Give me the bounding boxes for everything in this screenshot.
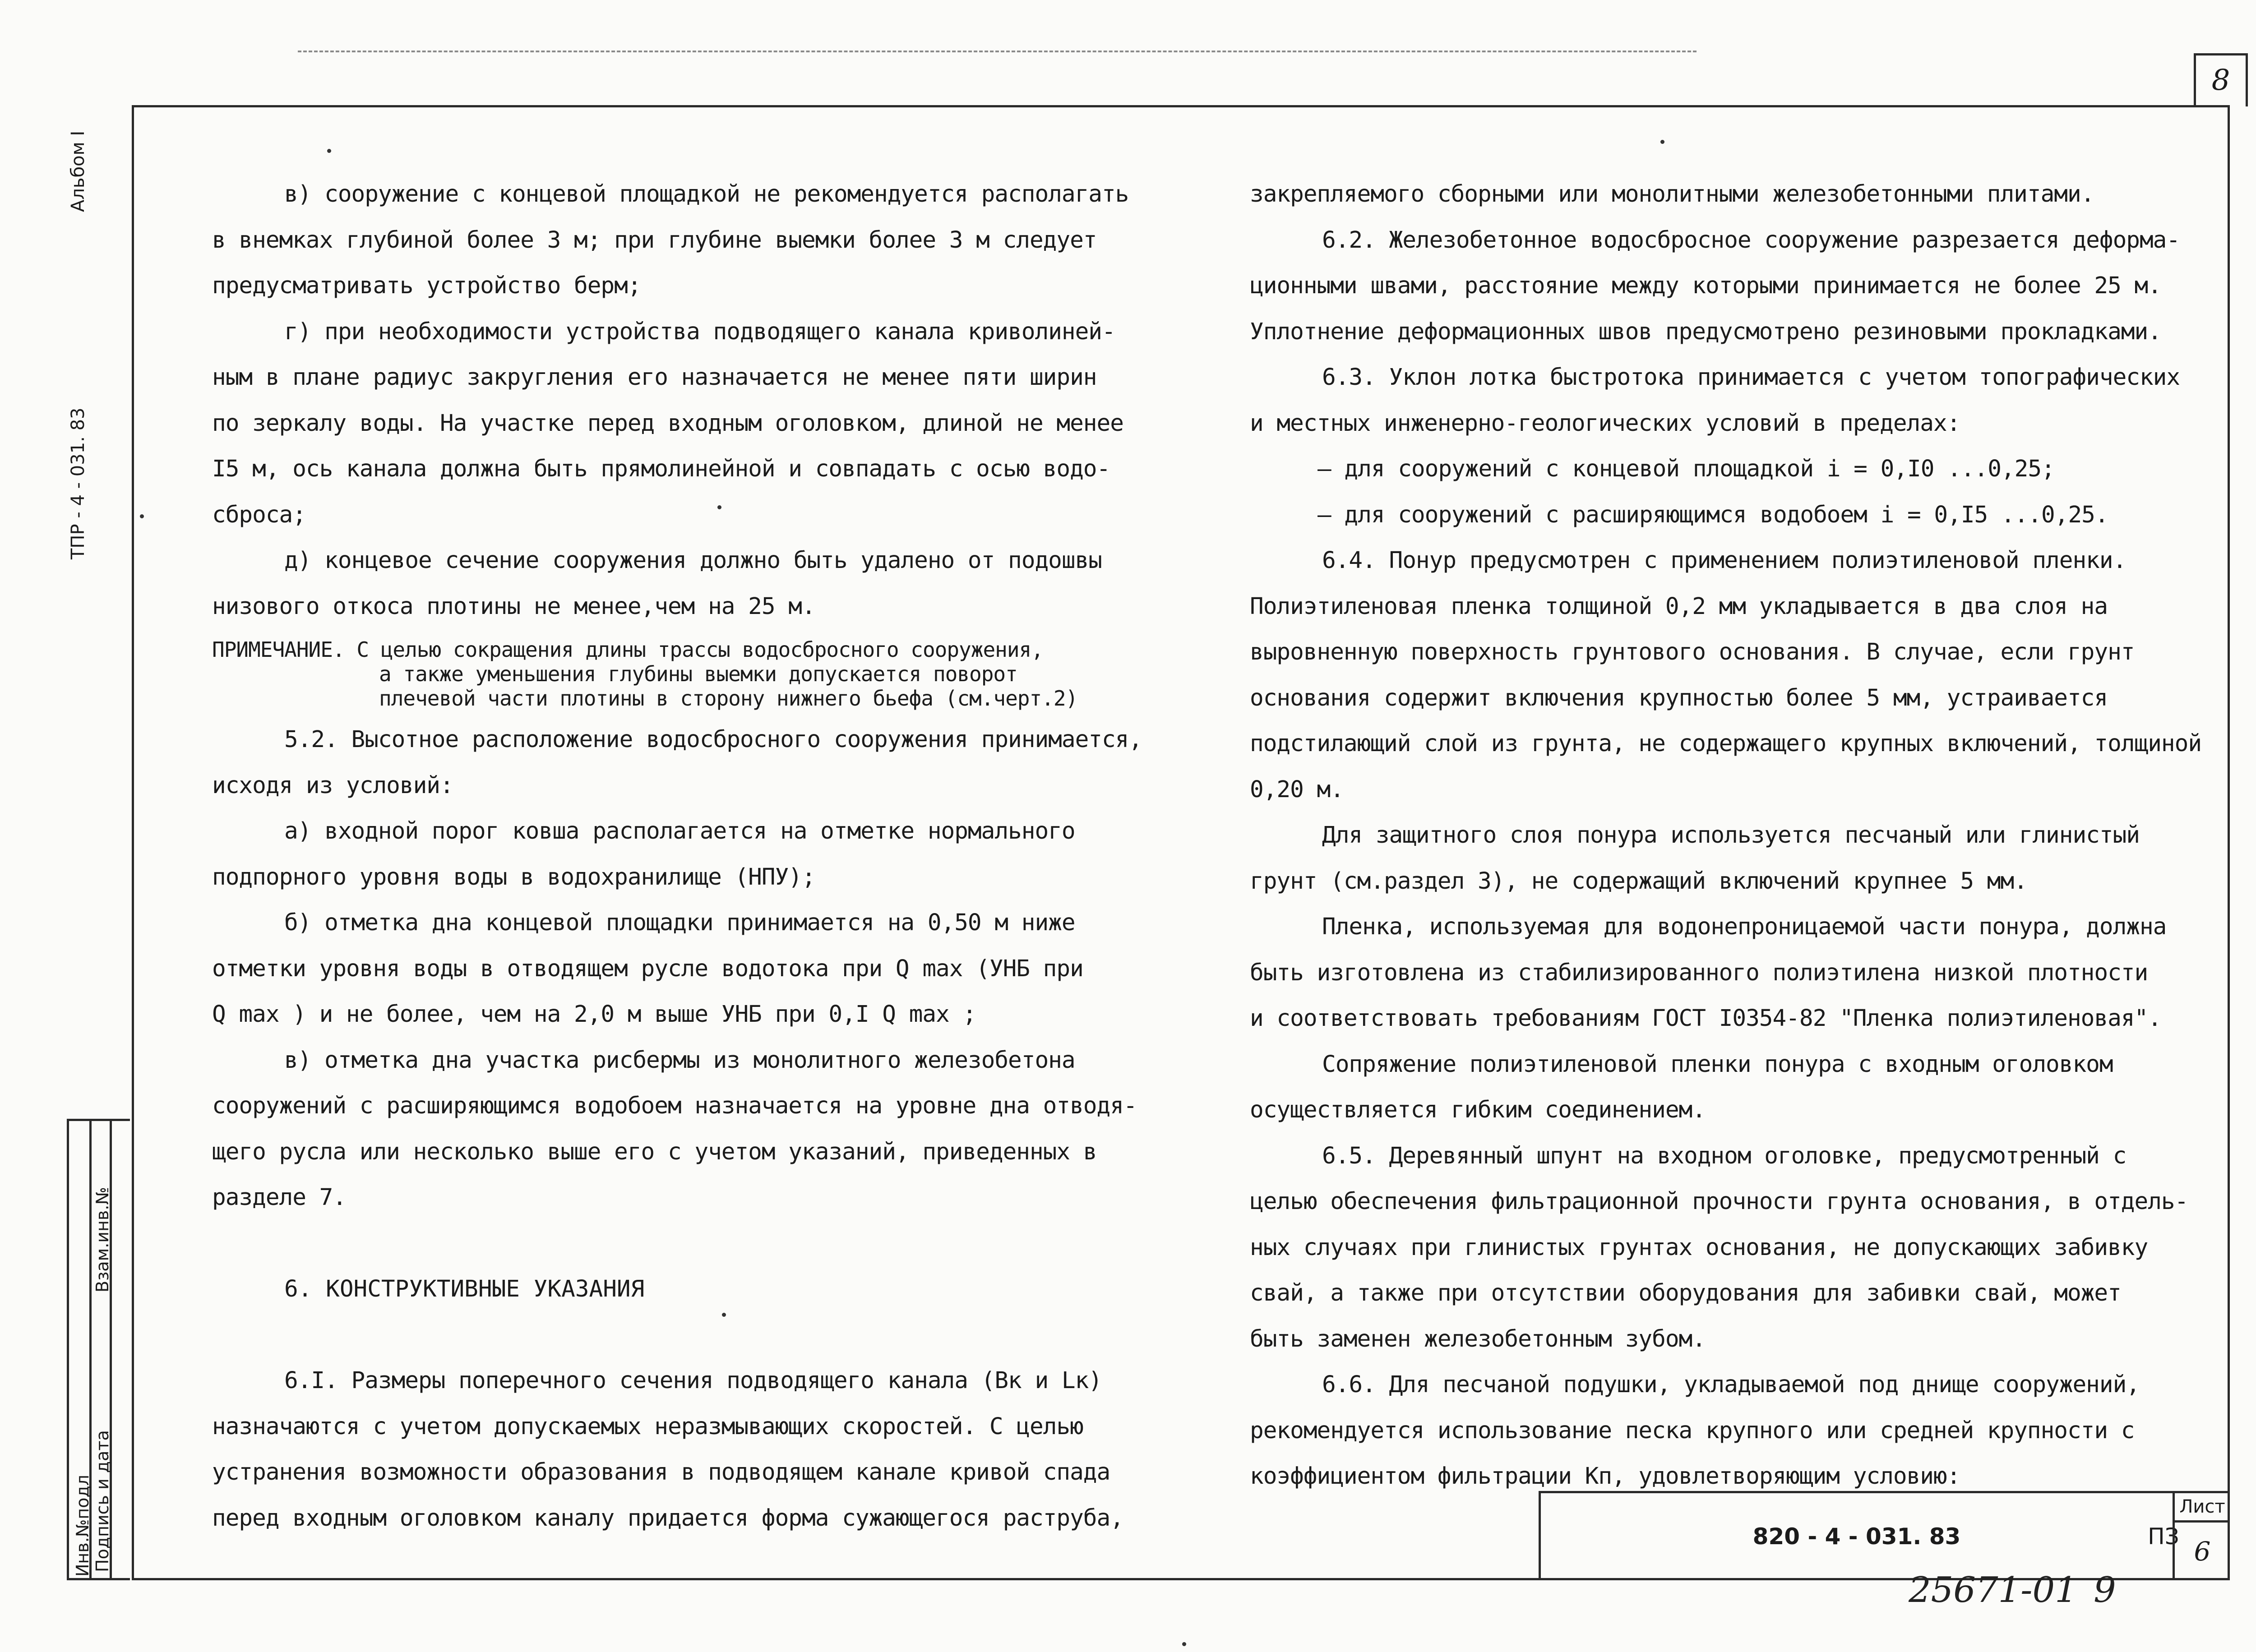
text-line: в внемках глубиной более 3 м; при глубине выемки более 3 м следует [212,226,1097,254]
text-line: 6.I. Размеры поперечного сечения подводящего канала (Вк и Lк) [284,1367,1102,1394]
text-line: д) концевое сечение сооружения должно быть удалено от подошвы [284,547,1102,574]
text-line: по зеркалу воды. На участке перед входным оголовком, длиной не менее [212,410,1123,437]
section-code: ПЗ [2148,1523,2179,1550]
text-line: Пленка, используемая для водонепроницаемой части понура, должна [1322,914,2167,940]
text-line: закрепляемого сборными или монолитными железобетонными плитами. [1250,181,2094,208]
text-line: целью обеспечения фильтрационной прочности грунта основания, в отдель- [1250,1188,2188,1215]
text-line: – для сооружений с расширяющимся водобоем i = 0,I5 ...0,25. [1318,501,2108,528]
text-line: устранения возможности образования в подводящем канале кривой спада [212,1459,1110,1486]
text-line: осуществляется гибким соединением. [1250,1097,1706,1123]
text-line: перед входным оголовком каналу придается форма сужающегося раструба, [212,1504,1123,1532]
inventory-number: 25671-01 [1909,1570,2077,1610]
text-line: ным в плане радиус закругления его назначается не менее пяти ширин [212,364,1097,391]
text-line: в) отметка дна участка рисбермы из монолитного железобетона [284,1047,1075,1074]
text-line: ционными швами, расстояние между которыми принимается не более 25 м. [1250,272,2161,299]
sheet-box [2173,1493,2230,1580]
text-line: и местных инженерно-геологических условий в пределах: [1250,410,1960,437]
text-line: 6.2. Железобетонное водосбросное сооружение разрезается деформа- [1322,226,2180,254]
text-line: быть изготовлена из стабилизированного полиэтилена низкой плотности [1250,959,2148,986]
scan-speck [722,1313,726,1317]
text-line: Для защитного слоя понура используется песчаный или глинистый [1322,822,2140,849]
text-line: и соответствовать требованиям ГОСТ I0354-82 "Пленка полиэтиленовая". [1250,1005,2161,1032]
text-line: сооружений с расширяющимся водобоем назначается на уровне дна отводя- [212,1093,1137,1119]
text-line: Сопряжение полиэтиленовой пленки понура с входным оголовком [1322,1051,2113,1078]
text-line: г) при необходимости устройства подводящего канала криволиней- [284,318,1115,345]
text-line: сброса; [212,501,306,528]
text-line: коэффициентом фильтрации Кп, удовлетворяющим условию: [1250,1463,1960,1490]
note-line: а также уменьшения глубины выемки допускается поворот [379,662,1017,686]
text-line: разделе 7. [212,1184,347,1211]
text-line: 6.3. Уклон лотка быстротока принимается с учетом топографических [1322,364,2180,391]
scan-speck [1660,140,1664,144]
text-line: свай, а также при отсутствии оборудования для забивки свай, может [1250,1280,2121,1306]
text-line: назначаются с учетом допускаемых неразмывающих скоростей. С целью [212,1413,1083,1440]
text-line: основания содержит включения крупностью более 5 мм, устраивается [1250,684,2108,711]
text-line: щего русла или несколько выше его с учетом указаний, приведенных в [212,1138,1097,1165]
section-heading: 6. КОНСТРУКТИВНЫЕ УКАЗАНИЯ [284,1276,645,1302]
text-line: 5.2. Высотное расположение водосбросного сооружения принимается, [284,726,1142,753]
left-column [212,171,1227,1541]
text-line: грунт (см.раздел 3), не содержащий включений крупнее 5 мм. [1250,868,2027,895]
note-line: ПРИМЕЧАНИЕ. С целью сокращения длины трассы водосбросного сооружения, [212,637,1043,662]
sign-date-label: Подпись и дата [92,1430,112,1572]
inv-no-label: Инв.№подл [73,1475,92,1577]
note-line: плечевой части плотины в сторону нижнего бьефа (см.черт.2) [379,686,1078,711]
sheet-page-number: 6 [2194,1536,2211,1567]
text-line: быть заменен железобетонным зубом. [1250,1325,1706,1352]
text-line: 6.5. Деревянный шпунт на входном оголовке, предусмотренный с [1322,1142,2127,1169]
text-line: I5 м, ось канала должна быть прямолинейной и совпадать с осью водо- [212,456,1110,482]
text-line: – для сооружений с концевой площадкой i = 0,I0 ...0,25; [1318,456,2055,482]
note-block [212,629,1227,717]
text-line: а) входной порог ковша располагается на отметке нормального [284,818,1075,844]
text-line: подпорного уровня воды в водохранилище (НПУ); [212,863,815,891]
vzam-label: Взам.инв.№ [92,1187,112,1292]
text-line: б) отметка дна концевой площадки принимается на 0,50 м ниже [284,909,1075,936]
text-line: ных случаях при глинистых грунтах основания, не допускающих забивку [1250,1234,2148,1261]
text-line: 0,20 м. [1250,776,1344,803]
text-line: Полиэтиленовая пленка толщиной 0,2 мм укладывается в два слоя на [1250,593,2108,620]
text-line: Уплотнение деформационных швов предусмотрено резиновыми прокладками. [1250,318,2161,345]
text-line: исходя из условий: [212,772,453,799]
text-line: предусматривать устройство берм; [212,272,641,299]
inventory-page: 9 [2094,1570,2116,1610]
scan-speck [140,514,144,518]
side-stamp-strip [67,1119,130,1580]
title-block [1539,1491,2230,1580]
text-line: подстилающий слой из грунта, не содержащего крупных включений, толщиной [1250,730,2202,757]
doc-code: 820 - 4 - 031. 83 [1752,1523,1961,1550]
scan-speck [717,505,721,509]
sheet-number: 8 [2194,53,2248,106]
side-header [68,104,117,559]
top-dashed-line [298,51,1697,52]
sheet-label: Лист [2175,1493,2230,1523]
text-line: низового откоса плотины не менее,чем на 25 м. [212,593,815,620]
text-line: выровненную поверхность грунтового основания. В случае, если грунт [1250,639,2135,665]
doc-code-label: ТПР - 4 - 031. 83 [68,407,88,559]
text-line: 6.6. Для песчаной подушки, укладываемой под днище сооружений, [1322,1371,2140,1398]
right-column [1250,171,2224,1500]
text-line: Q max ) и не более, чем на 2,0 м выше УНБ при 0,I Q max ; [212,1001,976,1028]
text-line: отметки уровня воды в отводящем русле водотока при Q max (УНБ при [212,955,1083,982]
album-label: Альбом I [68,130,88,212]
text-line: рекомендуется использование песка крупного или средней крупности с [1250,1417,2135,1444]
text-line: в) сооружение с концевой площадкой не рекомендуется располагать [284,181,1129,208]
scan-speck [327,149,331,153]
scan-speck [1182,1642,1186,1646]
text-line: 6.4. Понур предусмотрен с применением полиэтиленовой пленки. [1322,547,2127,574]
